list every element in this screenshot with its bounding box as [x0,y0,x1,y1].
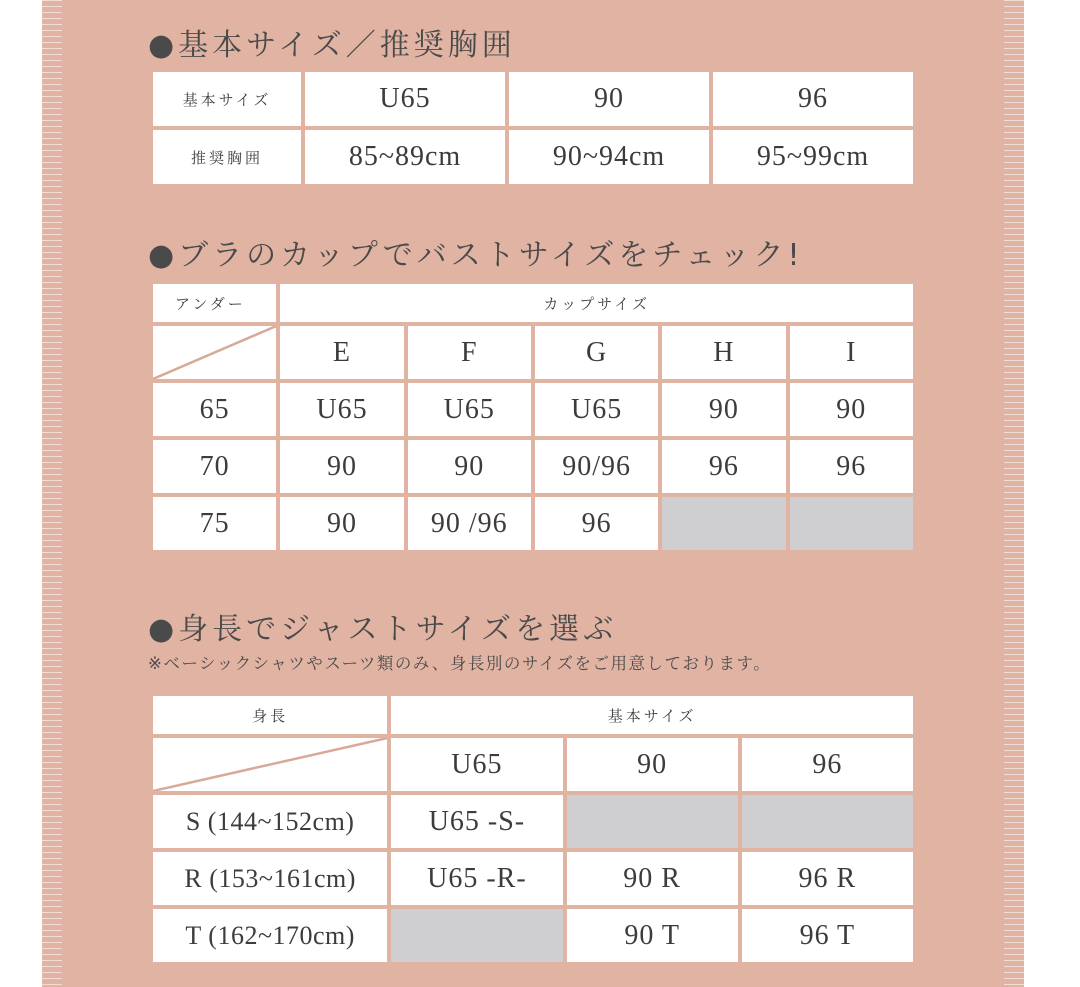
unavailable-cell [567,795,738,848]
size-cell: U65 [305,72,505,126]
size-cell: 90 [662,383,785,436]
section-heading-cup-check: ●ブラのカップでバストサイズをチェック! [148,238,804,273]
table-header-row [153,326,913,379]
table-row [153,909,913,962]
diagonal-corner-cell [153,738,387,791]
cup-header-cell: I [790,326,913,379]
table-row [153,852,913,905]
table-row [153,795,913,848]
table-row [153,440,913,493]
table-row [153,130,913,184]
size-header-cell: 90 [567,738,738,791]
chest-cell: 90~94cm [509,130,709,184]
basic-size-table [149,68,917,188]
size-cell: 96 [662,440,785,493]
unavailable-cell [742,795,913,848]
size-cell: 96 T [742,909,913,962]
size-cell: 90 [790,383,913,436]
diagonal-corner-cell [153,326,276,379]
size-cell: U65 -R- [391,852,562,905]
row-label-recommended-chest: 推奨胸囲 [153,130,301,184]
table-row [153,72,913,126]
under-cell: 75 [153,497,276,550]
size-cell: 90 [280,497,403,550]
under-cell: 65 [153,383,276,436]
table-row [153,497,913,550]
size-cell: 90 [280,440,403,493]
table-header-row [153,696,913,734]
size-cell: 96 [535,497,658,550]
height-size-table [149,692,917,966]
height-label: 身長 [153,696,387,734]
size-cell: U65 [280,383,403,436]
size-cell: 96 R [742,852,913,905]
table-header-row [153,284,913,322]
ruler-decoration-right [1004,0,1024,987]
under-cell: 70 [153,440,276,493]
size-cell: 90 R [567,852,738,905]
basic-size-label: 基本サイズ [391,696,913,734]
height-cell: S (144~152cm) [153,795,387,848]
section-note: ※ベーシックシャツやスーツ類のみ、身長別のサイズをご用意しております。 [148,654,772,673]
size-header-cell: 96 [742,738,913,791]
cup-header-cell: F [408,326,531,379]
size-cell: 96 [790,440,913,493]
size-cell: 90 [509,72,709,126]
unavailable-cell [790,497,913,550]
unavailable-cell [391,909,562,962]
size-cell: 90 T [567,909,738,962]
size-cell: U65 [535,383,658,436]
size-cell: 96 [713,72,913,126]
table-header-row [153,738,913,791]
height-cell: T (162~170cm) [153,909,387,962]
size-cell: 90/96 [535,440,658,493]
cup-size-label: カップサイズ [280,284,913,322]
cup-header-cell: H [662,326,785,379]
chest-cell: 85~89cm [305,130,505,184]
diagonal-line [153,326,276,379]
diagonal-line [153,738,387,791]
row-label-basic-size: 基本サイズ [153,72,301,126]
size-header-cell: U65 [391,738,562,791]
size-cell: 90 /96 [408,497,531,550]
ruler-decoration-left [42,0,62,987]
size-cell: U65 -S- [391,795,562,848]
cup-header-cell: G [535,326,658,379]
under-label: アンダー [153,284,276,322]
section-heading-basic-size: ●基本サイズ／推奨胸囲 [148,28,516,63]
height-cell: R (153~161cm) [153,852,387,905]
size-cell: 90 [408,440,531,493]
chest-cell: 95~99cm [713,130,913,184]
table-row [153,383,913,436]
section-heading-height: ●身長でジャストサイズを選ぶ [148,612,618,647]
cup-header-cell: E [280,326,403,379]
size-cell: U65 [408,383,531,436]
cup-size-table [149,280,917,554]
unavailable-cell [662,497,785,550]
